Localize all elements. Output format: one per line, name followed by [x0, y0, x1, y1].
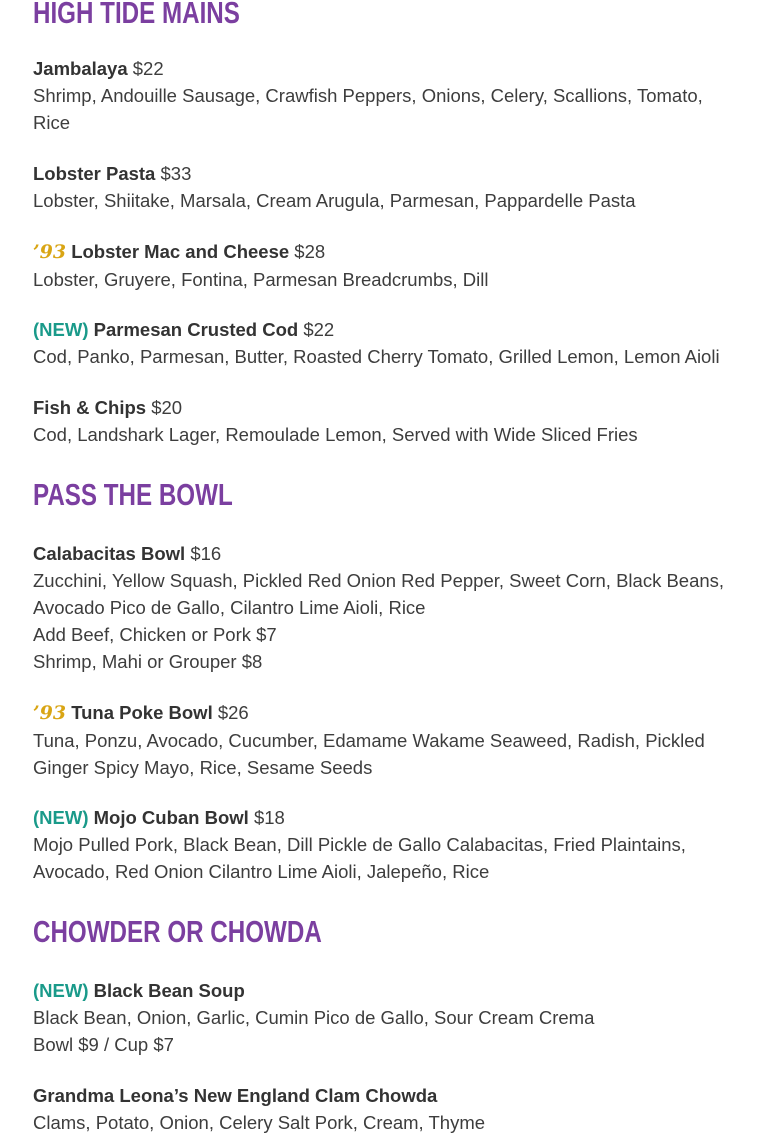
item-price: $22: [132, 58, 164, 79]
item-description: Zucchini, Yellow Squash, Pickled Red Onion Red Pepper, Sweet Corn, Black Beans, Avocado Pico de Gallo, Cilantro Lime Aioli, Rice: [33, 570, 725, 618]
item-description: Cod, Panko, Parmesan, Butter, Roasted Cherry Tomato, Grilled Lemon, Lemon Aioli: [33, 346, 720, 367]
since-93-badge: ’93: [33, 241, 67, 263]
item-name: Mojo Cuban Bowl: [93, 807, 249, 828]
item-description: Shrimp, Andouille Sausage, Crawfish Peppers, Onions, Celery, Scallions, Tomato, Rice: [33, 85, 703, 133]
item-name: Black Bean Soup: [93, 980, 245, 1001]
menu-item-fish-and-chips: [33, 394, 743, 448]
item-price: $22: [303, 319, 335, 340]
menu-item-mojo-cuban-bowl: [33, 804, 743, 885]
item-name: Lobster Mac and Cheese: [71, 241, 290, 262]
item-addon: Add Beef, Chicken or Pork $7: [33, 624, 277, 645]
menu-item-black-bean-soup: [33, 977, 743, 1058]
section-title-high-tide-mains: HIGH TIDE MAINS: [33, 0, 240, 30]
item-name: Fish & Chips: [33, 397, 147, 418]
menu-item-parmesan-crusted-cod: [33, 316, 743, 370]
menu-item-jambalaya: [33, 55, 743, 136]
menu-item-tuna-poke-bowl: [33, 699, 743, 781]
item-description: Tuna, Ponzu, Avocado, Cucumber, Edamame Wakame Seaweed, Radish, Pickled Ginger Spicy Mayo, Rice, Sesame Seeds: [33, 730, 705, 778]
item-name: Jambalaya: [33, 58, 128, 79]
item-description: Clams, Potato, Onion, Celery Salt Pork, Cream, Thyme: [33, 1112, 486, 1133]
section-title-pass-the-bowl: PASS THE BOWL: [33, 477, 233, 512]
item-name: Parmesan Crusted Cod: [93, 319, 299, 340]
item-description: Black Bean, Onion, Garlic, Cumin Pico de Gallo, Sour Cream Crema: [33, 1007, 595, 1028]
item-price: $20: [151, 397, 183, 418]
item-addon: Shrimp, Mahi or Grouper $8: [33, 651, 263, 672]
item-price: $33: [160, 163, 192, 184]
item-name: Calabacitas Bowl: [33, 543, 186, 564]
menu-item-lobster-mac-and-cheese: [33, 238, 743, 293]
since-93-badge: ’93: [33, 702, 67, 724]
item-name: Grandma Leona’s New England Clam Chowda: [33, 1085, 438, 1106]
menu-item-lobster-pasta: [33, 160, 743, 214]
item-description: Mojo Pulled Pork, Black Bean, Dill Pickle de Gallo Calabacitas, Fried Plaintains, Avocado, Red Onion Cilantro Lime Aioli, Jalepeño, Rice: [33, 834, 686, 882]
item-description: Cod, Landshark Lager, Remoulade Lemon, Served with Wide Sliced Fries: [33, 424, 638, 445]
item-price: $16: [190, 543, 222, 564]
new-badge: (NEW): [33, 319, 89, 340]
item-name: Tuna Poke Bowl: [71, 702, 213, 723]
menu-item-clam-chowda: [33, 1082, 743, 1136]
menu-item-calabacitas-bowl: [33, 540, 743, 675]
item-description: Lobster, Shiitake, Marsala, Cream Arugula, Parmesan, Pappardelle Pasta: [33, 190, 636, 211]
new-badge: (NEW): [33, 807, 89, 828]
new-badge: (NEW): [33, 980, 89, 1001]
item-portion-prices: Bowl $9 / Cup $7: [33, 1034, 174, 1055]
item-name: Lobster Pasta: [33, 163, 156, 184]
item-price: $26: [217, 702, 249, 723]
item-description: Lobster, Gruyere, Fontina, Parmesan Breadcrumbs, Dill: [33, 269, 489, 290]
section-title-chowder-or-chowda: CHOWDER OR CHOWDA: [33, 914, 322, 949]
item-price: $28: [294, 241, 326, 262]
item-price: $18: [253, 807, 285, 828]
